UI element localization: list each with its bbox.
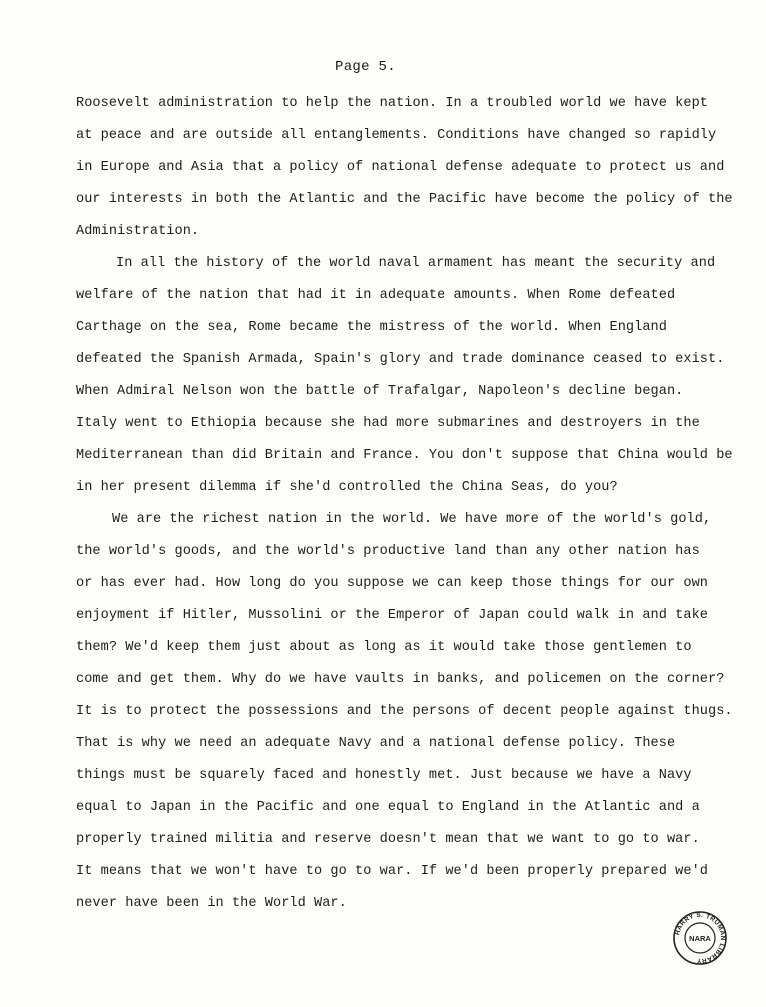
text-line: never have been in the World War. xyxy=(76,896,347,911)
text-line: Carthage on the sea, Rome became the mistress of the world. When England xyxy=(76,320,667,335)
text-line: defeated the Spanish Armada, Spain's glory and trade dominance ceased to exist. xyxy=(76,352,725,367)
body-text xyxy=(76,88,733,920)
text-line: in her present dilemma if she'd controlled the China Seas, do you? xyxy=(76,480,618,495)
text-line: our interests in both the Atlantic and the Pacific have become the policy of the xyxy=(76,192,733,207)
text-line: come and get them. Why do we have vaults in banks, and policemen on the corner? xyxy=(76,672,725,687)
text-line: It means that we won't have to go to war. If we'd been properly prepared we'd xyxy=(76,864,708,879)
text-line: in Europe and Asia that a policy of national defense adequate to protect us and xyxy=(76,160,725,175)
page-number: Page 5. xyxy=(335,59,396,75)
text-line: welfare of the nation that had it in adequate amounts. When Rome defeated xyxy=(76,288,676,303)
text-line: In all the history of the world naval armament has meant the security and xyxy=(116,256,716,271)
text-line: them? We'd keep them just about as long as it would take those gentlemen to xyxy=(76,640,692,655)
text-line: Administration. xyxy=(76,224,200,239)
text-line: equal to Japan in the Pacific and one equal to England in the Atlantic and a xyxy=(76,800,700,815)
text-line: or has ever had. How long do you suppose we can keep those things for our own xyxy=(76,576,708,591)
paragraph-3 xyxy=(76,504,733,920)
text-line: Mediterranean than did Britain and France. You don't suppose that China would be xyxy=(76,448,733,463)
paragraph-1 xyxy=(76,88,733,248)
text-line: We are the richest nation in the world. We have more of the world's gold, xyxy=(112,512,712,527)
text-line: That is why we need an adequate Navy and a national defense policy. These xyxy=(76,736,676,751)
stamp-seal-icon xyxy=(672,910,728,966)
truman-library-stamp xyxy=(672,910,728,966)
text-line: Italy went to Ethiopia because she had more submarines and destroyers in the xyxy=(76,416,700,431)
text-line: things must be squarely faced and honestly met. Just because we have a Navy xyxy=(76,768,692,783)
paragraph-2 xyxy=(76,248,733,504)
svg-text:NARA: NARA xyxy=(689,934,711,943)
text-line: properly trained militia and reserve doesn't mean that we want to go to war. xyxy=(76,832,700,847)
text-line: Roosevelt administration to help the nation. In a troubled world we have kept xyxy=(76,96,708,111)
text-line: It is to protect the possessions and the persons of decent people against thugs. xyxy=(76,704,733,719)
svg-text:HARRY S. TRUMAN LIBRARY: HARRY S. TRUMAN LIBRARY xyxy=(674,911,727,965)
text-line: When Admiral Nelson won the battle of Trafalgar, Napoleon's decline began. xyxy=(76,384,684,399)
text-line: the world's goods, and the world's productive land than any other nation has xyxy=(76,544,700,559)
text-line: enjoyment if Hitler, Mussolini or the Emperor of Japan could walk in and take xyxy=(76,608,708,623)
text-line: at peace and are outside all entanglements. Conditions have changed so rapidly xyxy=(76,128,717,143)
